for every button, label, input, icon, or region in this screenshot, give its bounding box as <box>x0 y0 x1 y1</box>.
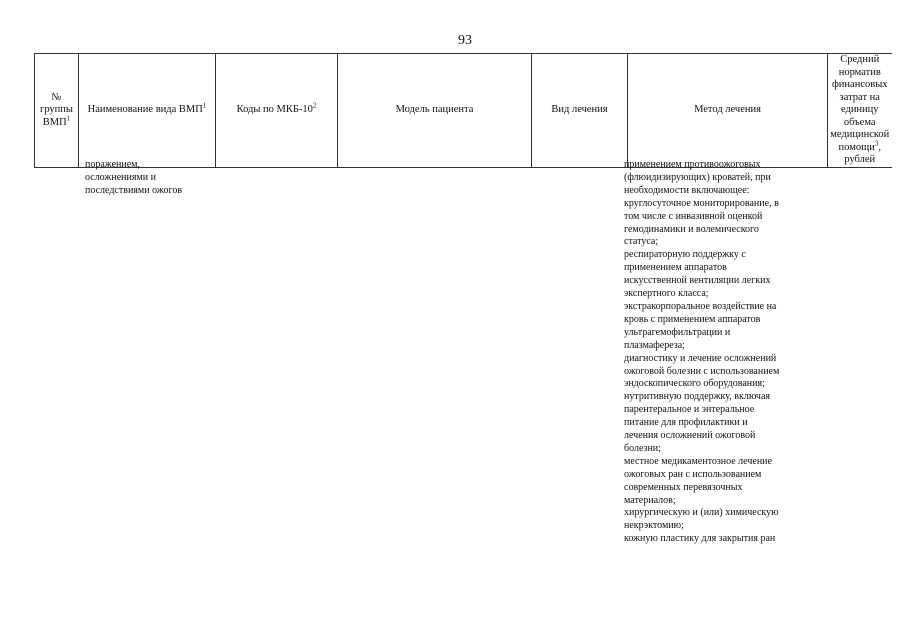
vmp-name-cell: поражением, осложнениями и последствиями ожогов <box>85 159 183 196</box>
page-number: 93 <box>458 33 472 48</box>
header-icd-codes: Коды по МКБ-$10^2$ <box>216 54 338 168</box>
header-treatment-type: Вид лечения <box>532 54 628 168</box>
header-group-no: № группы ВМП$^1$ <box>35 54 79 168</box>
vmp-table-header <box>34 53 892 168</box>
header-patient-model: Модель пациента <box>338 54 532 168</box>
header-treatment-method: Метод лечения <box>628 54 828 168</box>
header-average-cost: Средний норматив финансовых затрат на единицу объема медицинской помощи$^3$, рублей <box>828 54 892 168</box>
header-vmp-name: Наименование вида ВМП$^1$ <box>79 54 216 168</box>
treatment-method-cell: применением противоожоговых (флюидизирующих) кроватей, при необходимости включающее: круглосуточное мониторирование, в том числе с инвазивной оценкой гемодинамики и волемического статуса; респираторную поддержку с применением аппаратов искусственной вентиляции легких экспертного класса; экстракорпоральное воздействие на кровь с применением аппаратов ультрагемофильтрации и плазмафереза; диагностику и лечение осложнений ожоговой болезни с использованием эндоскопического оборудования; нутритивную поддержку, включая парентеральное и энтеральное питание для профилактики и лечения осложнений ожоговой болезни; местное медикаментозное лечение ожоговых ран с использованием современных перевязочных материалов; хирургическую и (или) химическую некрэктомию; кожную пластику для закрытия ран <box>624 159 780 545</box>
